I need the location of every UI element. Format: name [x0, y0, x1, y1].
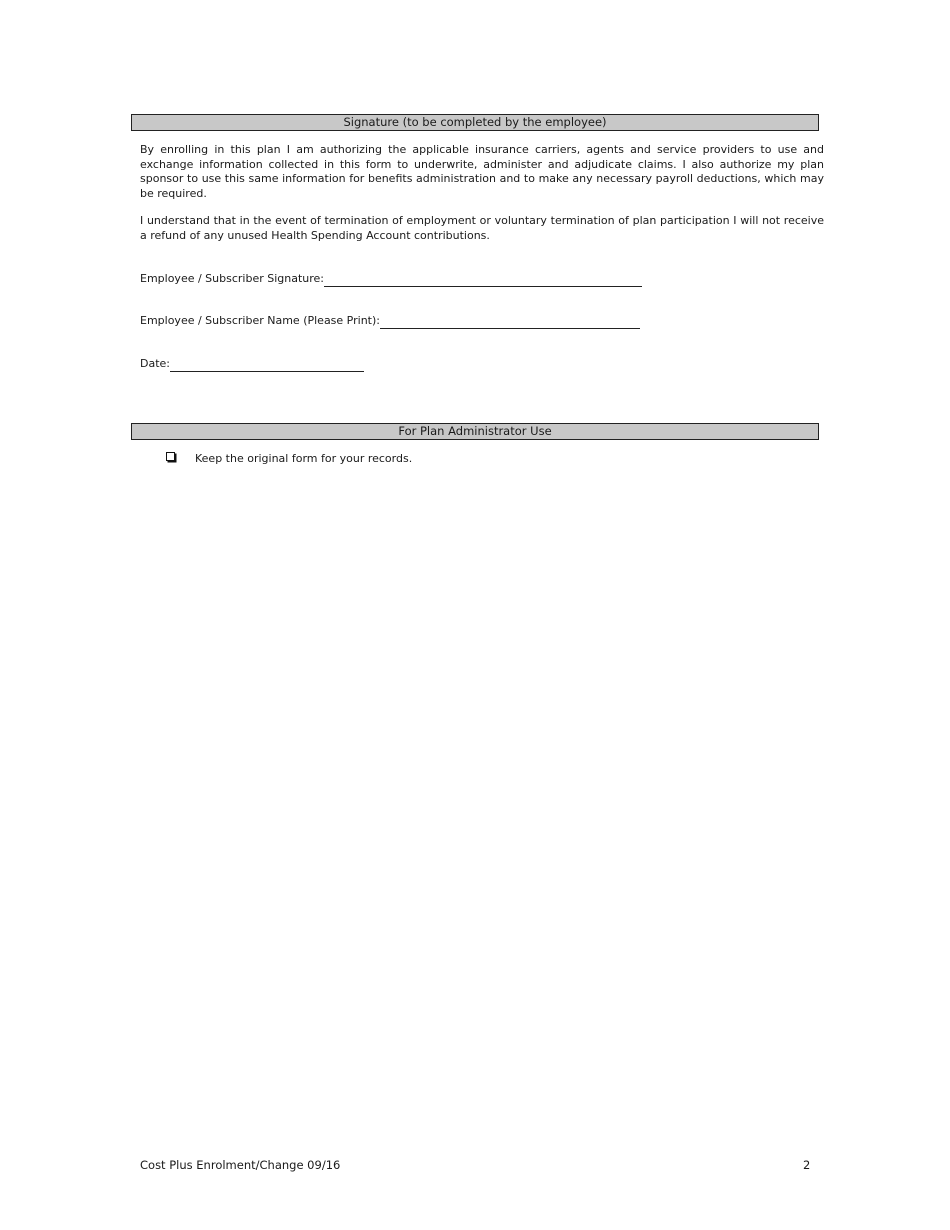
checkbox-icon[interactable] [166, 452, 175, 461]
name-line[interactable] [380, 315, 640, 329]
authorization-paragraph: By enrolling in this plan I am authorizing the applicable insurance carriers, agents and service providers to use and exchange information collected in this form to underwrite, administer and adjudicate claims. I also authorize my plan sponsor to use this same information for benefits administration and to make any necessary payroll deductions, which may be required. [140, 143, 824, 200]
signature-line[interactable] [324, 273, 642, 287]
admin-section-header: For Plan Administrator Use [131, 423, 819, 440]
footer-page-number: 2 [803, 1158, 811, 1172]
signature-section-header: Signature (to be completed by the employee) [131, 114, 819, 131]
date-label: Date: [140, 357, 170, 370]
signature-label: Employee / Subscriber Signature: [140, 272, 325, 285]
date-line[interactable] [170, 358, 364, 372]
name-label: Employee / Subscriber Name (Please Print): [140, 314, 380, 327]
name-field-row [140, 313, 640, 329]
admin-checklist-item [166, 451, 412, 467]
footer-form-id: Cost Plus Enrolment/Change 09/16 [140, 1158, 341, 1172]
signature-field-row [140, 271, 642, 287]
termination-paragraph: I understand that in the event of termination of employment or voluntary termination of plan participation I will not receive a refund of any unused Health Spending Account contributions. [140, 214, 824, 242]
date-field-row [140, 356, 364, 372]
checklist-item-label: Keep the original form for your records. [195, 452, 413, 465]
